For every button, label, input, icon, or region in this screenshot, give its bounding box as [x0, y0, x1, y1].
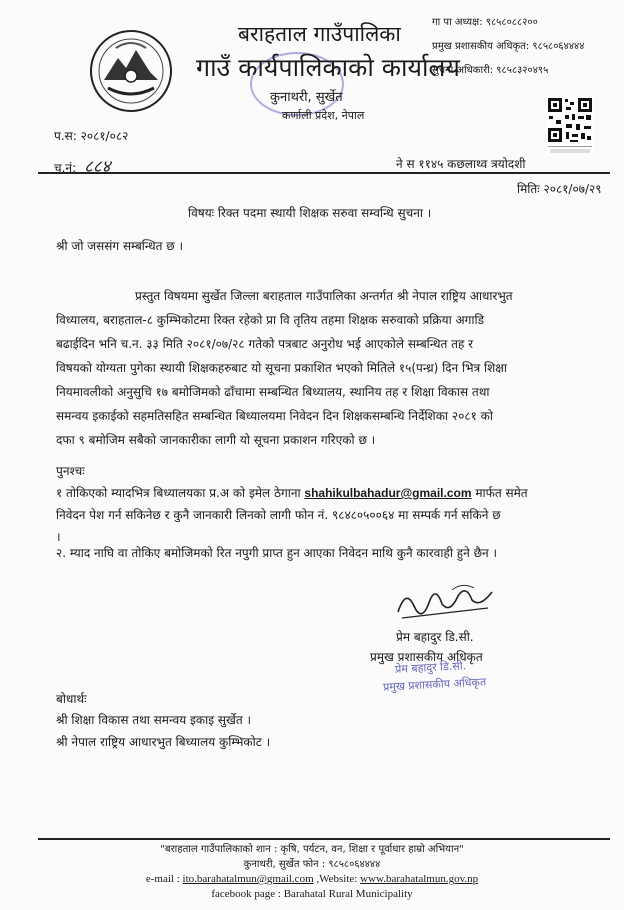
cc-item: श्री नेपाल राष्ट्रिय आधारभुत बिध्यालय कुम्भिकोट । — [56, 735, 271, 749]
postscript-item-1 — [56, 482, 616, 548]
dispatch-label: च.नं: — [54, 161, 77, 175]
footer-website-label: ,Website: — [316, 873, 358, 885]
contact-cao: प्रमुख प्रशासकीय अधिकृत: ९८५८०६४४४४ — [432, 41, 585, 52]
cc-item: श्री शिक्षा विकास तथा समन्वय इकाइ सुर्खेत । — [56, 713, 252, 727]
address-line-1: कुनाथरी, सुर्खेत — [270, 90, 343, 105]
qr-code-icon — [546, 96, 594, 156]
header-divider — [38, 172, 610, 174]
government-emblem-logo — [88, 28, 174, 114]
contact-info-officer: सुचना अधिकारी: ९८५८३२०४९५ — [432, 65, 549, 76]
postscript-item-1-line-2: निवेदन पेश गर्न सकिनेछ र कुनै जानकारी लिनको लागी फोन नं. ९८४८०५००६४ मा सम्पर्क गर्न सकिने छ — [56, 508, 501, 522]
signatory-title: प्रमुख प्रशासकीय अधिकृत — [370, 650, 483, 664]
footer-divider — [38, 838, 610, 840]
organization-name: बराहताल गाउँपालिका — [238, 22, 401, 46]
handwritten-signature — [392, 578, 502, 624]
nepal-sambat-date: ने स ११४५ कछलाथ्व त्रयोदशी — [396, 157, 526, 171]
body-line: नियमावलीको अनुसुचि १७ बमोजिमको ढाँचामा सम्बन्धित बिध्यालय, स्थानिय तह र शिक्षा विकास तथा — [56, 385, 490, 399]
postscript-item-1-line-1 — [56, 482, 616, 504]
postscript-item-2: २. म्याद नाघि वा तोकिए बमोजिमको रित नपुगी प्राप्त हुन आएका निवेदन माथि कुनै कारवाही हुने छैन । — [56, 546, 498, 560]
postscript-item-1-suffix: मार्फत समेत — [475, 486, 528, 500]
address-line-2: कर्णाली प्रदेश, नेपाल — [282, 109, 365, 122]
body-line: विषयको योग्यता पुगेका स्थायी शिक्षकहरुबाट यो सूचना प्रकाशित भएको मितिले १५(पन्ध्र) दिन भित्र शिक्षा — [56, 361, 507, 375]
postscript-title: पुनश्चः — [56, 464, 85, 478]
footer-slogan: "बराहताल गाउँपालिकाको शान : कृषि, पर्यटन, वन, शिक्षा र पूर्वाधार हाम्रो अभियान" — [160, 844, 464, 855]
contact-list — [432, 11, 584, 83]
postscript-item-1-line-3: । — [56, 530, 61, 544]
letter-date: मितिः २०८१/०७/२९ — [517, 182, 602, 196]
body-line: दफा ९ बमोजिम सबैको जानकारीका लागी यो सूचना प्रकाशन गरिएको छ । — [56, 433, 376, 447]
footer-email-label: e-mail : — [145, 873, 180, 885]
cc-title: बोधार्थः — [56, 692, 87, 706]
signatory-name: प्रेम बहादुर डि.सी. — [396, 630, 474, 644]
letter-footer — [0, 842, 624, 902]
stamp-signatory-title: प्रमुख प्रशासकीय अधिकृत — [382, 675, 487, 694]
letter-subject: विषयः रिक्त पदमा स्थायी शिक्षक सरुवा सम्वन्धि सुचना । — [188, 206, 432, 220]
footer-address-phone: कुनाथरी, सुर्खेत फोन : ९८५८०६४४४४ — [243, 859, 381, 870]
footer-email-link[interactable]: ito.barahatalmun@gmail.com — [182, 873, 314, 885]
letter-body — [56, 284, 612, 452]
office-name: गाउँ कार्यपालिकाको कार्यालय — [196, 53, 460, 82]
footer-contact-line — [0, 872, 624, 887]
letter-number: प.स: २०८१/०८२ — [54, 129, 129, 143]
body-line: विध्यालय, बराहताल-८ कुम्भिकोटमा रिक्त रहेको प्रा वि तृतिय तहमा शिक्षक सरुवाको प्रक्रिया अगाडि — [56, 313, 485, 327]
body-line: बढाईदिन भनि च.न. ३३ मिति २०८१/०७/२८ गतेको पत्रबाट अनुरोध भई आएकोले सम्बन्धित तह र — [56, 337, 474, 351]
postscript-item-1-prefix: १ तोकिएको म्यादभित्र बिध्यालयका प्र.अ को इमेल ठेगाना — [56, 486, 301, 500]
contact-chairperson: गा पा अध्यक्ष: ९८५८०८८२०० — [432, 17, 538, 28]
footer-facebook: facebook page : Barahatal Rural Municipality — [211, 888, 413, 900]
salutation: श्री जो जससंग सम्बन्धित छ । — [56, 239, 184, 253]
dispatch-value-handwritten: ८८४ — [83, 157, 111, 177]
body-line: समन्वय इकाईको सहमतिसहित सम्बन्धित बिध्यालयमा निवेदन दिन शिक्षकसम्बन्धि निर्देशिका २०८१ को — [56, 409, 493, 423]
footer-website-link[interactable]: www.barahatalmun.gov.np — [360, 873, 479, 885]
stamp-signatory-name: प्रेम बहादुर डि.सी. — [394, 659, 467, 676]
body-line: प्रस्तुत विषयमा सुर्खेत जिल्ला बराहताल गाउँपालिका अन्तर्गत श्री नेपाल राष्ट्रिय आधारभुत — [135, 289, 513, 303]
headteacher-email-link[interactable]: shahikulbahadur@gmail.com — [304, 486, 472, 500]
